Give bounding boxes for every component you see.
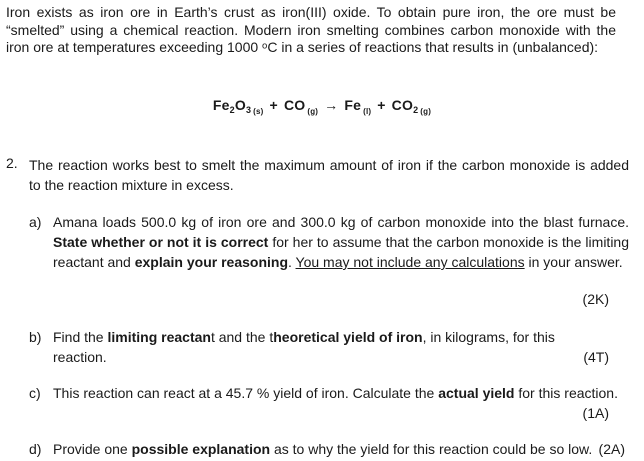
- question-number: 2.: [6, 155, 18, 171]
- eq-o: O: [234, 97, 246, 113]
- part-a-t1: Amana loads 500.0 kg of iron ore and 300.0 kg of carbon monoxide into the blast furnace.: [53, 214, 629, 230]
- part-b-marks: (4T): [583, 349, 609, 365]
- eq-state-g2: (g): [420, 107, 432, 116]
- part-c-letter: c): [29, 385, 41, 401]
- part-a-b1: State whether or not it is correct: [53, 234, 269, 250]
- reactant-iron-oxide: [212, 97, 264, 116]
- part-b-b1: limiting reactan: [107, 329, 211, 345]
- eq-state-s: (s): [253, 107, 264, 116]
- part-b-letter: b): [29, 329, 42, 345]
- part-d-text: [53, 439, 629, 459]
- part-a-letter: a): [29, 214, 42, 230]
- eq-arrow: →: [324, 97, 339, 113]
- part-d-t1: Provide one: [53, 441, 132, 457]
- eq-fe: Fe: [212, 97, 230, 113]
- part-c-text: [53, 383, 629, 403]
- part-c-b1: actual yield: [438, 385, 515, 401]
- reactant-co: [283, 97, 319, 116]
- part-d-b1: possible explanation: [131, 441, 271, 457]
- chemical-equation: [0, 97, 644, 116]
- eq-state-l: (l): [363, 107, 372, 116]
- part-c-t2: for this reaction.: [514, 385, 618, 401]
- intro-paragraph: Iron exists as iron ore in Earth’s crust as iron(III) oxide. To obtain pure iron, the ore must be “smelted” using a chemical reaction. Modern iron smelting combines carbon monoxide with the iron ore at temperatures exceeding 1000 ᵒC in a series of reactions that results in (unbalanced):: [6, 4, 616, 55]
- question-stem: The reaction works best to smelt the maximum amount of iron if the carbon monoxide is added to the reaction mixture in excess.: [29, 157, 629, 193]
- product-fe: [344, 97, 372, 116]
- eq-plus-2: +: [377, 97, 386, 113]
- part-a-t3: .: [288, 254, 296, 270]
- part-a-marks: (2K): [582, 291, 609, 307]
- part-c-t1: This reaction can react at a 45.7 % yield of iron. Calculate the: [53, 385, 439, 401]
- part-a-u1: You may not include any calculations: [295, 254, 525, 270]
- part-c: [29, 383, 629, 423]
- part-a: [29, 212, 629, 312]
- eq-plus-1: +: [269, 97, 278, 113]
- part-d: [29, 439, 629, 459]
- product-co2: [391, 97, 432, 116]
- part-b-t3: , in kilograms, for this reaction.: [53, 329, 555, 365]
- eq-state-g1: (g): [307, 107, 319, 116]
- part-a-t2: for her to assume that the carbon monoxide is the limiting reactant and: [53, 234, 630, 270]
- part-d-t2: as to why the yield for this reaction could be so low.: [270, 441, 593, 457]
- part-b: [29, 327, 629, 367]
- eq-co: CO: [283, 97, 306, 113]
- part-b-t2: t and the t: [210, 329, 274, 345]
- eq-sub-3: 3: [245, 105, 252, 115]
- part-b-t1: Find the: [53, 329, 108, 345]
- part-b-text: [53, 327, 573, 367]
- part-a-text: [53, 212, 629, 272]
- eq-sub-2: 2: [229, 105, 235, 115]
- part-c-marks: (1A): [582, 405, 609, 421]
- part-a-t4: in your answer.: [524, 254, 623, 270]
- eq-co2: CO: [391, 97, 414, 113]
- part-a-b2: explain your reasoning: [134, 254, 288, 270]
- part-b-b2: heoretical yield of iron: [273, 329, 423, 345]
- part-d-letter: d): [29, 441, 42, 457]
- eq-sub-2b: 2: [413, 105, 419, 115]
- part-d-marks: (2A): [598, 441, 625, 457]
- eq-fe-product: Fe: [344, 97, 362, 113]
